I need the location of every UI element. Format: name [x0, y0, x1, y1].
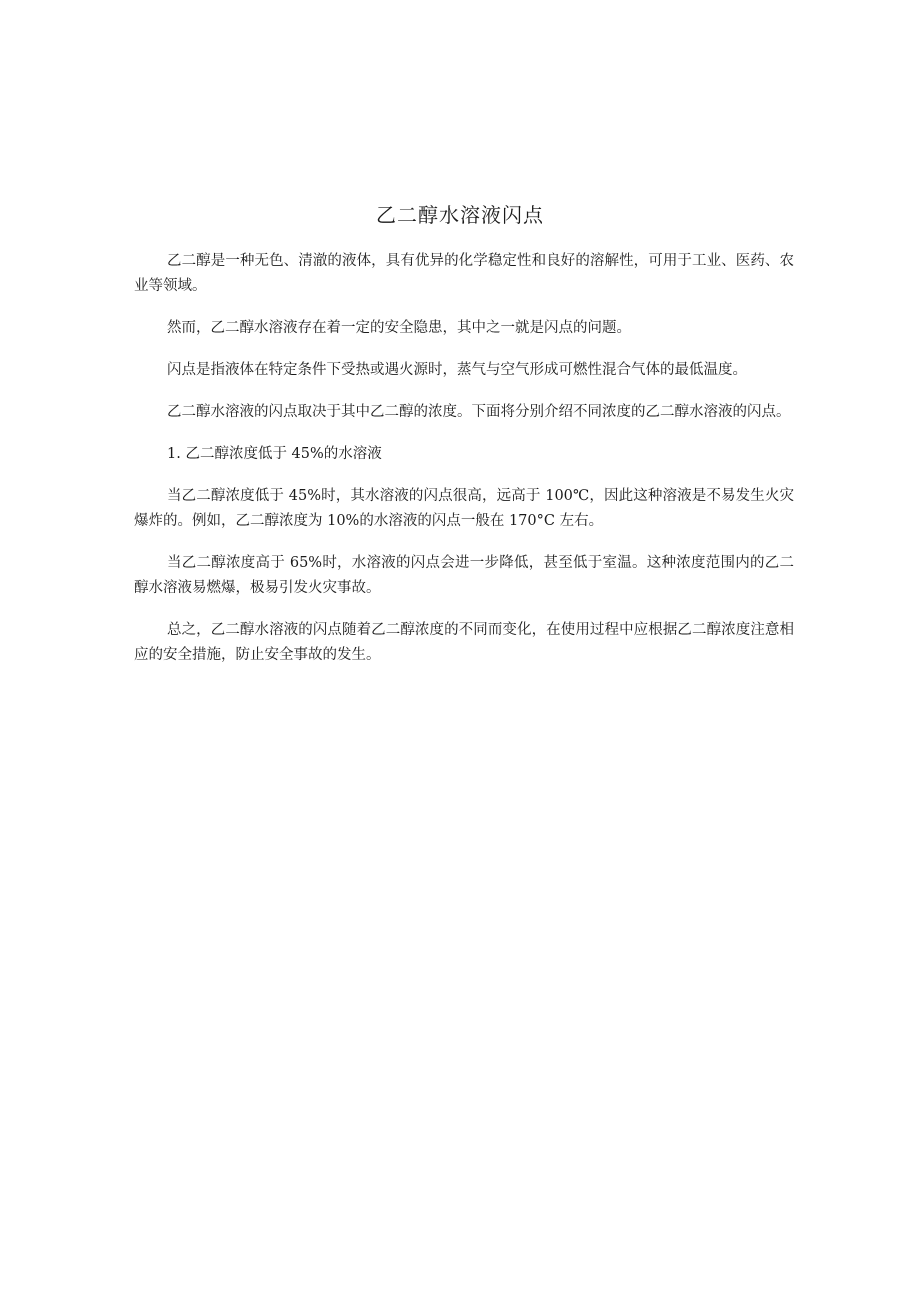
paragraph-hazard: 然而，乙二醇水溶液存在着一定的安全隐患，其中之一就是闪点的问题。: [167, 320, 631, 336]
paragraph-conclusion: 总之，乙二醇水溶液的闪点随着乙二醇浓度的不同而变化，在使用过程中应根据乙二醇浓度注意相应的安全措施，防止安全事故的发生。: [134, 622, 794, 663]
paragraph-concentration: 乙二醇水溶液的闪点取决于其中乙二醇的浓度。下面将分别介绍不同浓度的乙二醇水溶液的闪点。: [167, 404, 791, 420]
paragraph-below-45: 当乙二醇浓度低于 45%时，其水溶液的闪点很高，远高于 100℃，因此这种溶液是不易发生火灾爆炸的。例如，乙二醇浓度为 10%的水溶液的闪点一般在 170°C 左右。: [134, 488, 794, 529]
paragraph-above-65: 当乙二醇浓度高于 65%时，水溶液的闪点会进一步降低，甚至低于室温。这种浓度范围内的乙二醇水溶液易燃爆，极易引发火灾事故。: [134, 555, 794, 596]
paragraph-definition: 闪点是指液体在特定条件下受热或遇火源时，蒸气与空气形成可燃性混合气体的最低温度。: [167, 362, 747, 378]
paragraph-intro: 乙二醇是一种无色、清澈的液体，具有优异的化学稳定性和良好的溶解性，可用于工业、医药、农业等领域。: [134, 253, 794, 294]
document-body: [134, 249, 794, 685]
section-heading-below-45: 1. 乙二醇浓度低于 45%的水溶液: [167, 446, 382, 462]
page-title: 乙二醇水溶液闪点: [376, 203, 544, 227]
